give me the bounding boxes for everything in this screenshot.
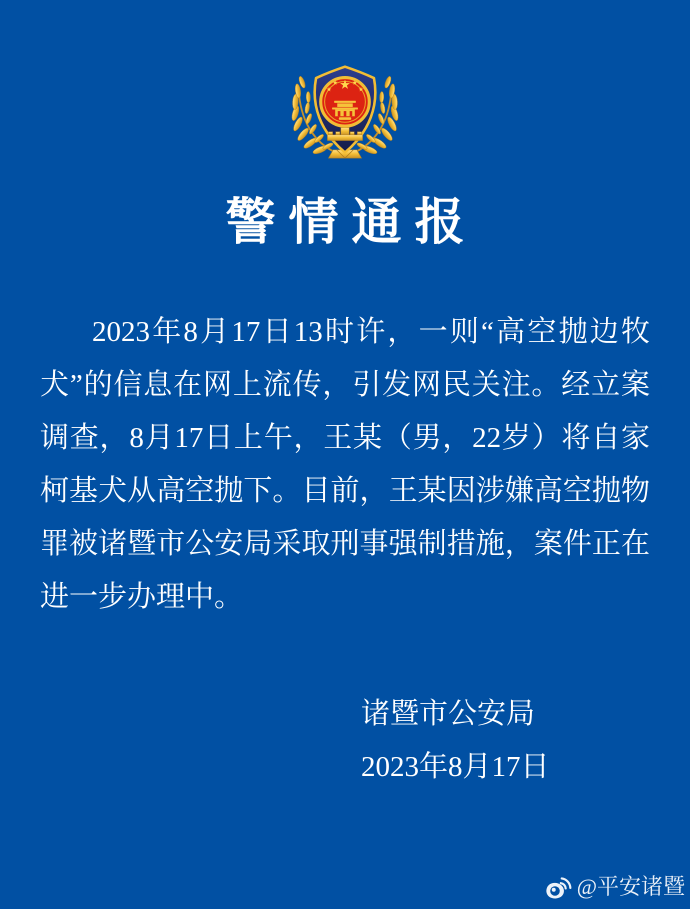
body-line: 犬”的信息在网上流传，引发网民关注。经立案 — [40, 369, 650, 401]
police-badge-emblem — [283, 56, 407, 160]
body-line: 2023年8月17日13时许，一则“高空抛边牧 — [92, 316, 650, 348]
signature-block — [361, 688, 550, 794]
signature-org: 诸暨市公安局 — [361, 698, 536, 730]
body-line: 调查，8月17日上午，王某（男，22岁）将自家 — [40, 422, 650, 454]
weibo-icon — [544, 875, 572, 900]
notice-body — [40, 306, 650, 624]
watermark-handle: @平安诸暨 — [576, 874, 685, 899]
police-badge-icon — [283, 56, 407, 160]
watermark — [544, 874, 685, 900]
body-line: 罪被诸暨市公安局采取刑事强制措施，案件正在 — [40, 528, 650, 560]
body-line: 柯基犬从高空抛下。目前，王某因涉嫌高空抛物 — [40, 475, 650, 507]
signature-date: 2023年8月17日 — [361, 751, 550, 783]
body-line: 进一步办理中。 — [40, 581, 244, 613]
notice-title: 警情通报 — [225, 194, 478, 250]
